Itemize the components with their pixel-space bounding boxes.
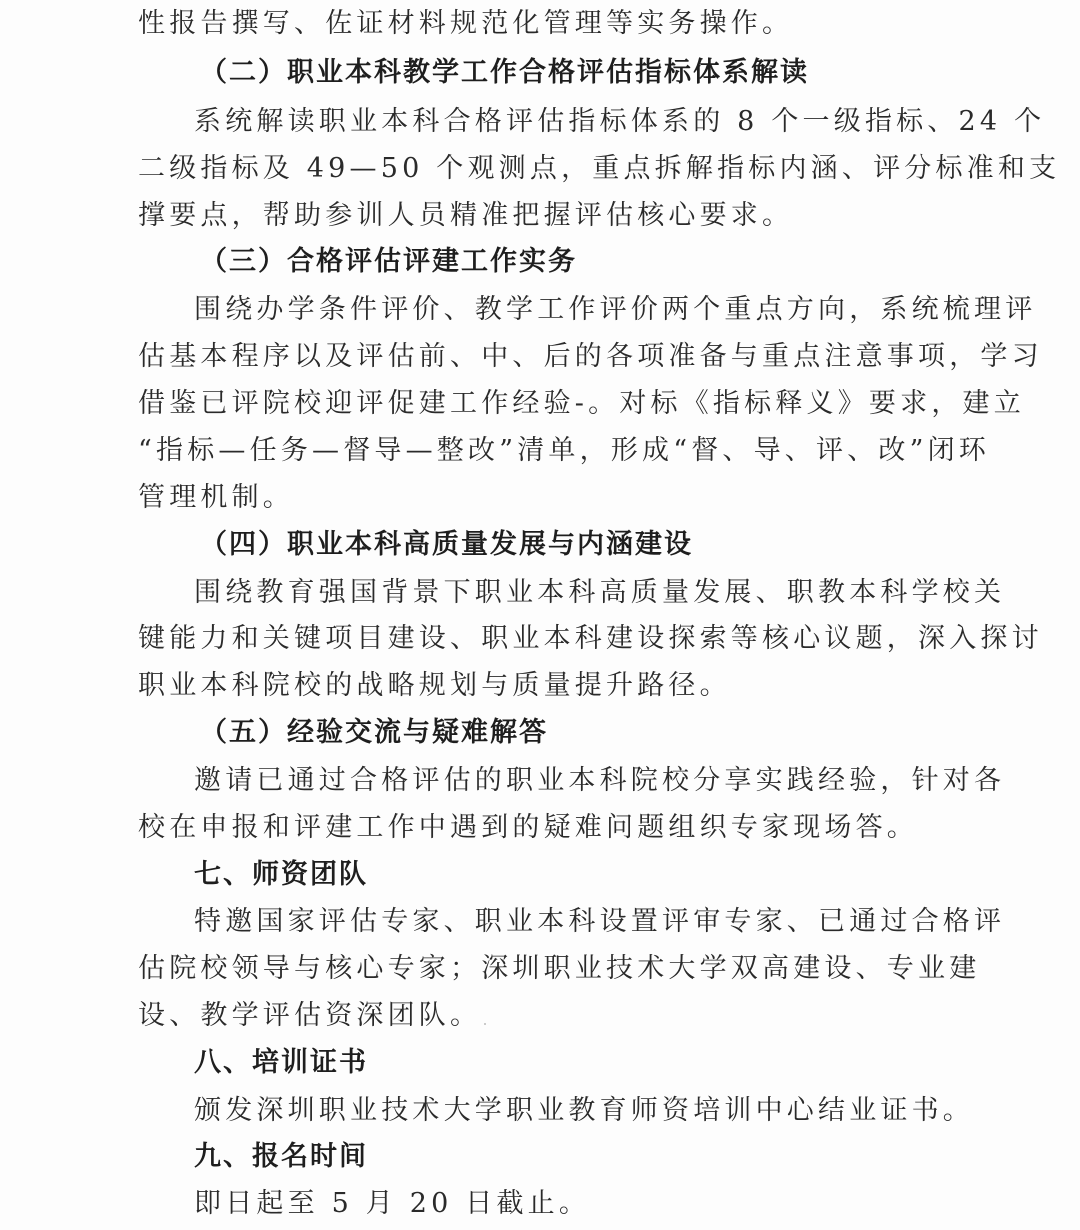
paragraph-line: 估院校领导与核心专家；深圳职业技术大学双高建设、专业建	[138, 953, 981, 984]
paragraph-line: 二级指标及 49—50 个观测点，重点拆解指标内涵、评分标准和支	[138, 153, 1061, 184]
paragraph-line: 即日起至 5 月 20 日截止。	[194, 1188, 591, 1219]
paragraph-line: 估基本程序以及评估前、中、后的各项准备与重点注意事项，学习	[138, 341, 1043, 372]
paragraph-line: 邀请已通过合格评估的职业本科院校分享实践经验，针对各	[194, 765, 1006, 796]
paragraph-line: 管理机制。	[138, 482, 294, 513]
paragraph-line: 撑要点，帮助参训人员精准把握评估核心要求。	[138, 200, 794, 231]
paragraph-line: 性报告撰写、佐证材料规范化管理等实务操作。	[138, 8, 794, 39]
subsection-heading-5: （五）经验交流与疑难解答	[200, 717, 548, 748]
subsection-heading-4: （四）职业本科高质量发展与内涵建设	[200, 529, 693, 560]
paragraph-line: 校在申报和评建工作中遇到的疑难问题组织专家现场答。	[138, 812, 918, 843]
paragraph-line: 借鉴已评院校迎评促建工作经验-。对标《指标释义》要求，建立	[138, 388, 1025, 419]
section-heading-7: 七、师资团队	[194, 859, 368, 890]
subsection-heading-2: （二）职业本科教学工作合格评估指标体系解读	[200, 57, 809, 88]
paragraph-line: 设、教学评估资深团队。	[138, 1000, 482, 1031]
paragraph-line: 系统解读职业本科合格评估指标体系的 8 个一级指标、24 个	[194, 106, 1046, 137]
paragraph-line: 职业本科院校的战略规划与质量提升路径。	[138, 670, 731, 701]
subsection-heading-3: （三）合格评估评建工作实务	[200, 246, 577, 277]
scan-speck	[484, 1023, 486, 1025]
paragraph-line: 键能力和关键项目建设、职业本科建设探索等核心议题，深入探讨	[138, 623, 1043, 654]
paragraph-line: 特邀国家评估专家、职业本科设置评审专家、已通过合格评	[194, 906, 1006, 937]
section-heading-9: 九、报名时间	[194, 1141, 368, 1172]
paragraph-line: 颁发深圳职业技术大学职业教育师资培训中心结业证书。	[194, 1095, 974, 1126]
paragraph-line: “指标—任务—督导—整改”清单，形成“督、导、评、改”闭环	[138, 435, 991, 466]
section-heading-8: 八、培训证书	[194, 1047, 368, 1078]
paragraph-line: 围绕办学条件评价、教学工作评价两个重点方向，系统梳理评	[194, 294, 1037, 325]
paragraph-line: 围绕教育强国背景下职业本科高质量发展、职教本科学校关	[194, 577, 1006, 608]
